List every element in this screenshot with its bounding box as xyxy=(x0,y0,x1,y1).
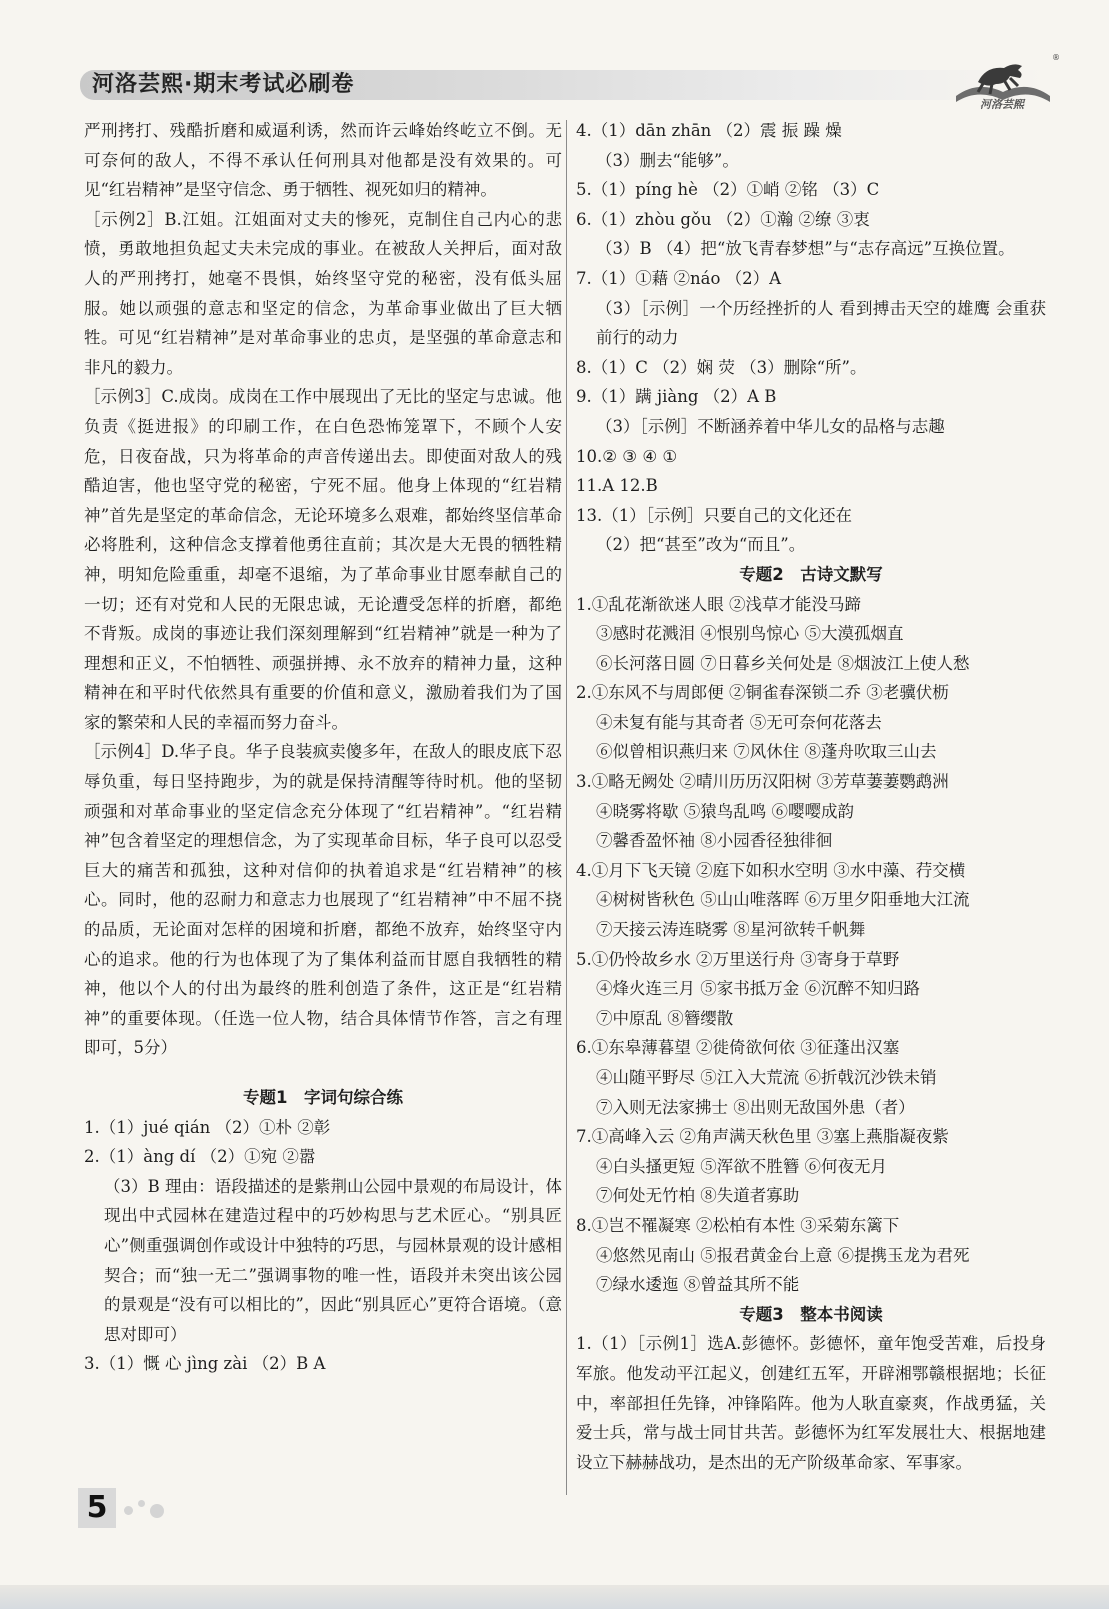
answer-item: 8.①岂不罹凝寒 ②松柏有本性 ③采菊东篱下 xyxy=(576,1215,900,1235)
answer-item: 13.（1）［示例］只要自己的文化还在 xyxy=(576,505,852,525)
section-title-topic2: 专题2 古诗文默写 xyxy=(739,564,883,584)
answer-item: ⑦入则无法家拂士 ⑧出则无敌国外患（者） xyxy=(596,1097,915,1117)
answer-item: 2.①东风不与周郎便 ②铜雀春深锁二乔 ③老骥伏枥 xyxy=(576,683,949,703)
answer-item: ⑦天接云涛连晓雾 ⑧星河欲转千帆舞 xyxy=(596,920,866,940)
answer-item: 7.①高峰入云 ②角声满天秋色里 ③塞上燕脂凝夜紫 xyxy=(576,1127,949,1147)
answer-item: 5.①仍怜故乡水 ②万里送行舟 ③寄身于草野 xyxy=(576,949,900,969)
answer-item: ④山随平野尽 ⑤江入大荒流 ⑥折戟沉沙铁未销 xyxy=(596,1068,937,1087)
answer-item: 11.A 12.B xyxy=(576,476,658,496)
answer-paragraph: ［示例2］B.江姐。江姐面对丈夫的惨死，克制住自己内心的悲愤，勇敢地担负起丈夫未完成的事业。在被敌人关押后，面对敌人的严刑拷打，她毫不畏惧，始终坚守党的秘密，没有低头屈服。她以顽强的意志和坚定的信念，为革命事业做出了巨大牺牲。可见“红岩精神”是对革命事业的忠贞，是坚强的革命意志和非凡的毅力。 xyxy=(84,209,562,377)
answer-item: ④悠然见南山 ⑤报君黄金台上意 ⑥提携玉龙为君死 xyxy=(596,1245,970,1265)
answer-item: 7.（1）①藉 ②náo （2）A xyxy=(576,268,782,288)
answer-item: 6.（1）zhòu gǒu （2）①瀚 ②缭 ③衷 xyxy=(576,209,870,229)
answer-item: 1.（1）jué qián （2）①朴 ②彰 xyxy=(84,1117,331,1137)
answer-item: 4.①月下飞天镜 ②庭下如积水空明 ③水中藻、荇交横 xyxy=(576,860,966,880)
answer-item: （3）B 理由：语段描述的是紫荆山公园中景观的布局设计，体现出中式园林在建造过程中的巧妙构思与艺术匠心。“别具匠心”侧重强调创作或设计中独特的巧思，与园林景观的设计感相契合；而“独一无二”强调事物的唯一性，语段并未突出该公园的景观是“没有可以相比的”，因此“别具匠心”更符合语境。（意思对即可） xyxy=(104,1176,562,1344)
bottom-band xyxy=(0,1585,1109,1609)
answer-list xyxy=(576,590,1046,1300)
answer-paragraph: ［示例4］D.华子良。华子良装疯卖傻多年，在敌人的眼皮底下忍辱负重，每日坚持跑步，为的就是保持清醒等待时机。他的坚韧顽强和对革命事业的坚定信念充分体现了“红岩精神”。“红岩精神”包含着坚定的理想信念，为了实现革命目标，华子良可以忍受巨大的痛苦和孤独，这种对信仰的执着追求是“红岩精神”的核心。同时，他的忍耐力和意志力也展现了“红岩精神”中不屈不挠的品质，无论面对怎样的困境和折磨，都绝不放弃，始终坚守内心的追求。他的行为也体现了为了集体利益而甘愿自我牺牲的精神，他以个人的付出为最终的胜利创造了条件，这正是“红岩精神”的重要体现。（任选一位人物，结合具体情节作答，言之有理即可，5分） xyxy=(84,742,562,1058)
answer-item: ⑦何处无竹柏 ⑧失道者寡助 xyxy=(596,1186,800,1206)
logo-text: 河洛芸熙 xyxy=(980,98,1024,111)
left-column xyxy=(84,116,562,1379)
answer-paragraph: 严刑拷打、残酷折磨和威逼利诱，然而许云峰始终屹立不倒。无可奈何的敌人，不得不承认任何刑具对他都是没有效果的。可见“红岩精神”是坚守信念、勇于牺牲、视死如归的精神。 xyxy=(84,121,562,200)
answer-item: ⑦中原乱 ⑧簪缨散 xyxy=(596,1008,734,1028)
answer-item: 2.（1）àng dí （2）①宛 ②嚣 xyxy=(84,1147,316,1167)
answer-item: ④晓雾将歇 ⑤猿鸟乱鸣 ⑥嘤嘤成韵 xyxy=(596,801,854,821)
answer-item: 3.（1）慨 心 jìng zài （2）B A xyxy=(84,1354,326,1374)
registered-mark: ® xyxy=(1052,53,1060,62)
answer-item: ⑦绿水逶迤 ⑧曾益其所不能 xyxy=(596,1275,800,1295)
answer-item: ④烽火连三月 ⑤家书抵万金 ⑥沉醉不知归路 xyxy=(596,979,920,999)
answer-item: 3.①略无阙处 ②晴川历历汉阳树 ③芳草萋萋鹦鹉洲 xyxy=(576,772,949,792)
answer-item: ④白头搔更短 ⑤浑欲不胜簪 ⑥何夜无月 xyxy=(596,1156,887,1176)
page-number: 5 xyxy=(78,1488,116,1528)
answer-item: ⑥长河落日圆 ⑦日暮乡关何处是 ⑧烟波江上使人愁 xyxy=(596,653,970,673)
answer-item: （3）［示例］一个历经挫折的人 看到搏击天空的雄鹰 会重获前行的动力 xyxy=(596,298,1046,348)
section-title-topic3: 专题3 整本书阅读 xyxy=(739,1304,883,1324)
answer-item: ④未复有能与其奇者 ⑤无可奈何花落去 xyxy=(596,712,882,732)
book-title: 河洛芸熙·期末考试必刷卷 xyxy=(92,72,355,97)
answer-item: （2）把“甚至”改为“而且”。 xyxy=(596,535,806,555)
right-column xyxy=(576,116,1046,1477)
answer-item: 1.（1）［示例1］选A.彭德怀。彭德怀，童年饱受苦难，后投身军旅。他发动平江起义，创建红五军，开辟湘鄂赣根据地；长征中，率部担任先锋，冲锋陷阵。他为人耿直豪爽，作战勇猛，关爱士兵，常与战士同甘共苦。彭德怀为红军发展壮大、根据地建设立下赫赫战功，是杰出的无产阶级革命家、军事家。 xyxy=(576,1334,1046,1472)
answer-paragraph: ［示例3］C.成岗。成岗在工作中展现出了无比的坚定与忠诚。他负责《挺进报》的印刷工作，在白色恐怖笼罩下，不顾个人安危，日夜奋战，只为将革命的声音传递出去。即使面对敌人的残酷迫害，他也坚守党的秘密，宁死不屈。他身上体现的“红岩精神”首先是坚定的革命信念，无论环境多么艰难，都始终坚信革命必将胜利，这种信念支撑着他勇往直前；其次是大无畏的牺牲精神，明知危险重重，却毫不退缩，为了革命事业甘愿奉献自己的一切；还有对党和人民的无限忠诚，无论遭受怎样的折磨，都绝不背叛。成岗的事迹让我们深刻理解到“红岩精神”就是一种为了理想和正义，不怕牺牲、顽强拼搏、永不放弃的精神力量，这种精神在和平时代依然具有重要的价值和意义，激励着我们为了国家的繁荣和人民的幸福而努力奋斗。 xyxy=(84,387,562,732)
answer-item: 1.①乱花渐欲迷人眼 ②浅草才能没马蹄 xyxy=(576,594,861,614)
answer-item: ③感时花溅泪 ④恨别鸟惊心 ⑤大漠孤烟直 xyxy=(596,624,904,644)
answer-item: （3）B （4）把“放飞青春梦想”与“志存高远”互换位置。 xyxy=(596,239,1015,259)
answer-list xyxy=(576,116,1046,560)
column-divider xyxy=(566,120,567,1495)
answer-item: ⑥似曾相识燕归来 ⑦风休住 ⑧蓬舟吹取三山去 xyxy=(596,742,937,762)
answer-item: 9.（1）蹒 jiàng （2）A B xyxy=(576,387,777,407)
answer-item: 6.①东皋薄暮望 ②徙倚欲何依 ③征蓬出汉塞 xyxy=(576,1038,900,1058)
answer-item: ⑦馨香盈怀袖 ⑧小园香径独徘徊 xyxy=(596,831,833,851)
answer-item: （3）删去“能够”。 xyxy=(596,150,739,170)
answer-item: （3）［示例］不断涵养着中华儿女的品格与志趣 xyxy=(596,416,945,436)
answer-item: 5.（1）píng hè （2）①峭 ②铭 （3）C xyxy=(576,180,880,200)
answer-item: 10.② ③ ④ ① xyxy=(576,446,678,466)
answer-item: 8.（1）C （2）娴 荧 （3）删除“所”。 xyxy=(576,357,867,377)
answer-item: 4.（1）dān zhān （2）震 振 躁 燥 xyxy=(576,121,842,140)
answer-item: ④树树皆秋色 ⑤山山唯落晖 ⑥万里夕阳垂地大江流 xyxy=(596,890,970,910)
section-title-topic1: 专题1 字词句综合练 xyxy=(243,1088,403,1107)
